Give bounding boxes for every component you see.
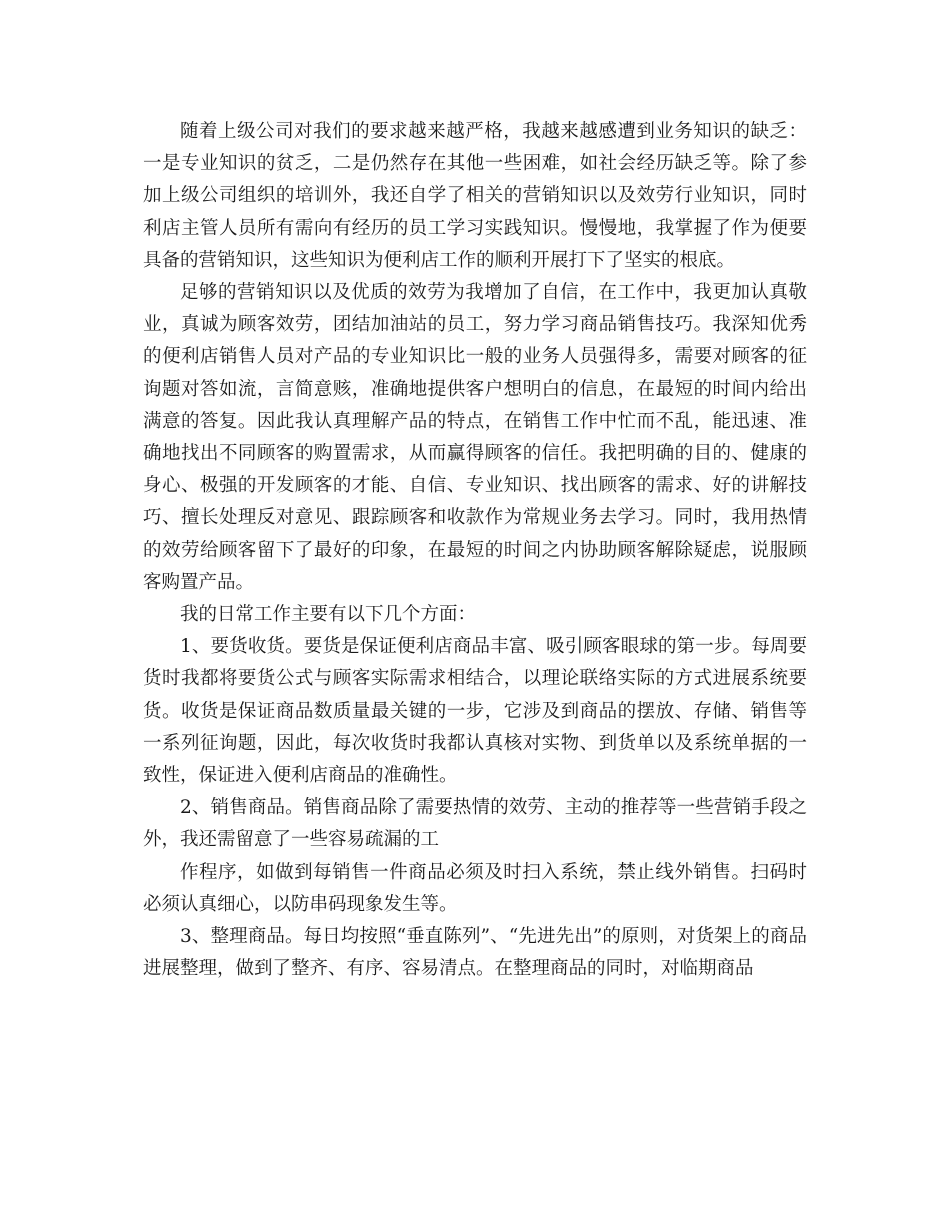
- paragraph-business-knowledge: 随着上级公司对我们的要求越来越严格，我越来越感遭到业务知识的缺乏：一是专业知识的贫乏，二是仍然存在其他一些困难，如社会经历缺乏等。除了参加上级公司组织的培训外，我还自学了相关的营销知识以及效劳行业知识，同时利店主管人员所有需向有经历的员工学习实践知识。慢慢地，我掌握了作为便要具备的营销知识，这些知识为便利店工作的顺利开展打下了坚实的根底。: [143, 121, 807, 271]
- paragraph-selling-goods: 2、销售商品。销售商品除了需要热情的效劳、主动的推荐等一些营销手段之外，我还需留意了一些容易疏漏的工: [143, 797, 807, 851]
- paragraph-selling-goods-continued: 作程序，如做到每销售一件商品必须及时扫入系统，禁止线外销售。扫码时必须认真细心，以防串码现象发生等。: [143, 861, 807, 915]
- paragraph-ordering-receiving: 1、要货收货。要货是保证便利店商品丰富、吸引顾客眼球的第一步。每周要货时我都将要货公式与顾客实际需求相结合，以理论联络实际的方式进展系统要货。收货是保证商品数质量最关键的一步，它涉及到商品的摆放、存储、销售等一系列征询题，因此，每次收货时我都认真核对实物、到货单以及系统单据的一致性，保证进入便利店商品的准确性。: [143, 636, 807, 787]
- paragraph-daily-work-intro: 我的日常工作主要有以下几个方面：: [180, 604, 477, 626]
- paragraph-arranging-goods: 3、整理商品。每日均按照“垂直陈列”、“先进先出”的原则，对货架上的商品进展整理，做到了整齐、有序、容易清点。在整理商品的同时，对临期商品: [143, 926, 807, 980]
- document-body: [143, 116, 807, 985]
- paragraph-sales-skills: 足够的营销知识以及优质的效劳为我增加了自信，在工作中，我更加认真敬业，真诚为顾客效劳，团结加油站的员工，努力学习商品销售技巧。我深知优秀的便利店销售人员对产品的专业知识比一般的业务人员强得多，需要对顾客的征询题对答如流，言简意赅，准确地提供客户想明白的信息，在最短的时间内给出满意的答复。因此我认真理解产品的特点，在销售工作中忙而不乱，能迅速、准确地找出不同顾客的购置需求，从而赢得顾客的信任。我把明确的目的、健康的身心、极强的开发顾客的才能、自信、专业知识、找出顾客的需求、好的讲解技巧、擅长处理反对意见、跟踪顾客和收款作为常规业务去学习。同时，我用热情的效劳给顾客留下了最好的印象，在最短的时间之内协助顾客解除疑虑，说服顾客购置产品。: [143, 282, 807, 593]
